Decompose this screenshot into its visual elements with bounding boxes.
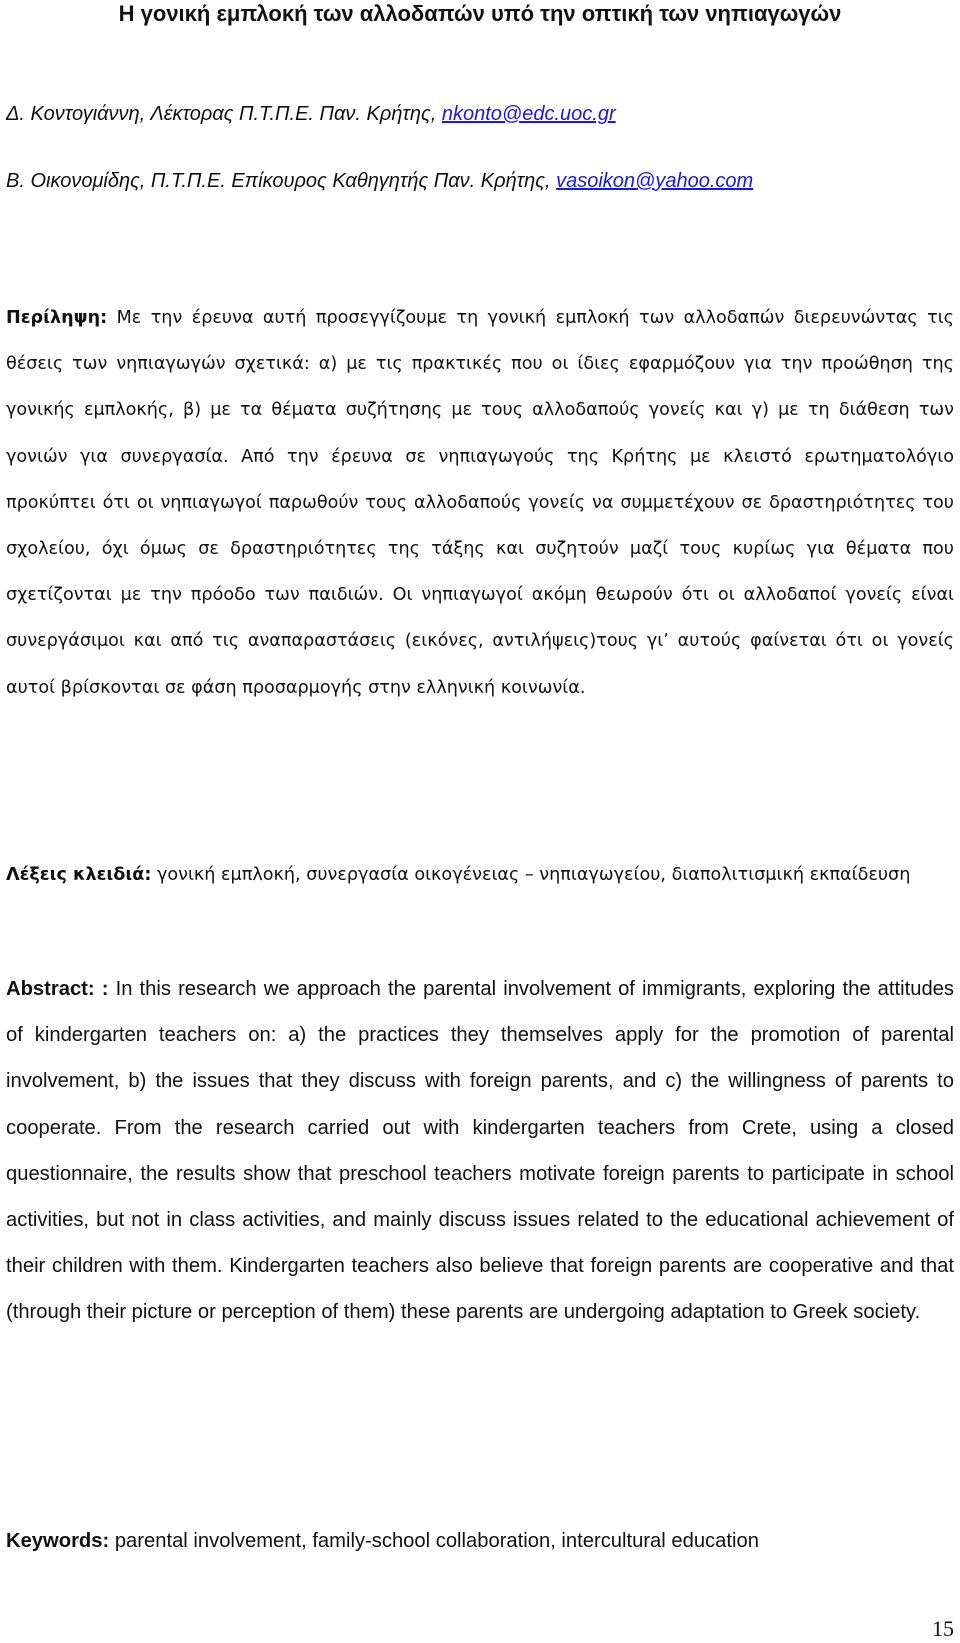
greek-keywords <box>6 852 954 898</box>
greek-keywords-text: γονική εμπλοκή, συνεργασία οικογένειας – νηπιαγωγείου, διαπολιτισμική εκπαίδευση <box>151 865 911 885</box>
english-abstract-text: In this research we approach the parental involvement of immigrants, exploring the attitudes of kindergarten teachers on: a) the practices they themselves apply for the promotion of parental involvement, b) the issues that they discuss with foreign parents, and c) the willingness of parents to cooperate. From the research carried out with kindergarten teachers from Crete, using a closed questionnaire, the results show that preschool teachers motivate foreign parents to participate in school activities, but not in class activities, and mainly discuss issues related to the educational achievement of their children with them. Kindergarten teachers also believe that foreign parents are cooperative and that (through their picture or perception of them) these parents are undergoing adaptation to Greek society. <box>6 978 954 1324</box>
author-1-affiliation: Δ. Κοντογιάννη, Λέκτορας Π.Τ.Π.Ε. Παν. Κρήτης, <box>6 103 442 125</box>
author-line-2 <box>6 168 946 194</box>
greek-abstract-text: Με την έρευνα αυτή προσεγγίζουμε τη γονική εμπλοκή των αλλοδαπών διερευνώντας τις θέσεις των νηπιαγωγών σχετικά: α) με τις πρακτικές που οι ίδιες εφαρμόζουν για την προώθηση της γονικής εμπλοκής, β) με τα θέματα συζήτησης με τους αλλοδαπούς γονείς και γ) με τη διάθεση των γονιών για συνεργασία. Από την έρευνα σε νηπιαγωγούς της Κρήτης με κλειστό ερωτηματολόγιο προκύπτει ότι οι νηπιαγωγοί παρωθούν τους αλλοδαπούς γονείς να συμμετέχουν σε δραστηριότητες του σχολείου, όχι όμως σε δραστηριότητες της τάξης και συζητούν μαζί τους κυρίως για θέματα που σχετίζονται με την πρόοδο των παιδιών. Οι νηπιαγωγοί ακόμη θεωρούν ότι οι αλλοδαποί γονείς είναι συνεργάσιμοι και από τις αναπαραστάσεις (εικόνες, αντιλήψεις)τους γι’ αυτούς φαίνεται ότι οι γονείς αυτοί βρίσκονται σε φάση προσαρμογής στην ελληνική κοινωνία. <box>6 308 954 698</box>
author-line-1 <box>6 101 946 127</box>
english-keywords <box>6 1526 954 1556</box>
author-2-email-link[interactable]: vasoikon@yahoo.com <box>556 170 754 192</box>
greek-keywords-label: Λέξεις κλειδιά: <box>6 865 152 885</box>
english-keywords-text: parental involvement, family-school collaboration, intercultural education <box>109 1530 759 1552</box>
greek-abstract <box>6 295 954 711</box>
greek-abstract-label: Περίληψη: <box>6 308 108 328</box>
english-abstract <box>6 966 954 1336</box>
page-number: 15 <box>932 1616 954 1641</box>
paper-title: Η γονική εμπλοκή των αλλοδαπών υπό την οπτική των νηπιαγωγών <box>118 1 842 26</box>
author-2-affiliation: Β. Οικονομίδης, Π.Τ.Π.Ε. Επίκουρος Καθηγητής Παν. Κρήτης, <box>6 170 557 192</box>
author-1-email-link[interactable]: nkonto@edc.uoc.gr <box>441 103 616 125</box>
english-keywords-label: Keywords: <box>6 1530 110 1552</box>
english-abstract-label: Abstract: : <box>6 978 109 1000</box>
